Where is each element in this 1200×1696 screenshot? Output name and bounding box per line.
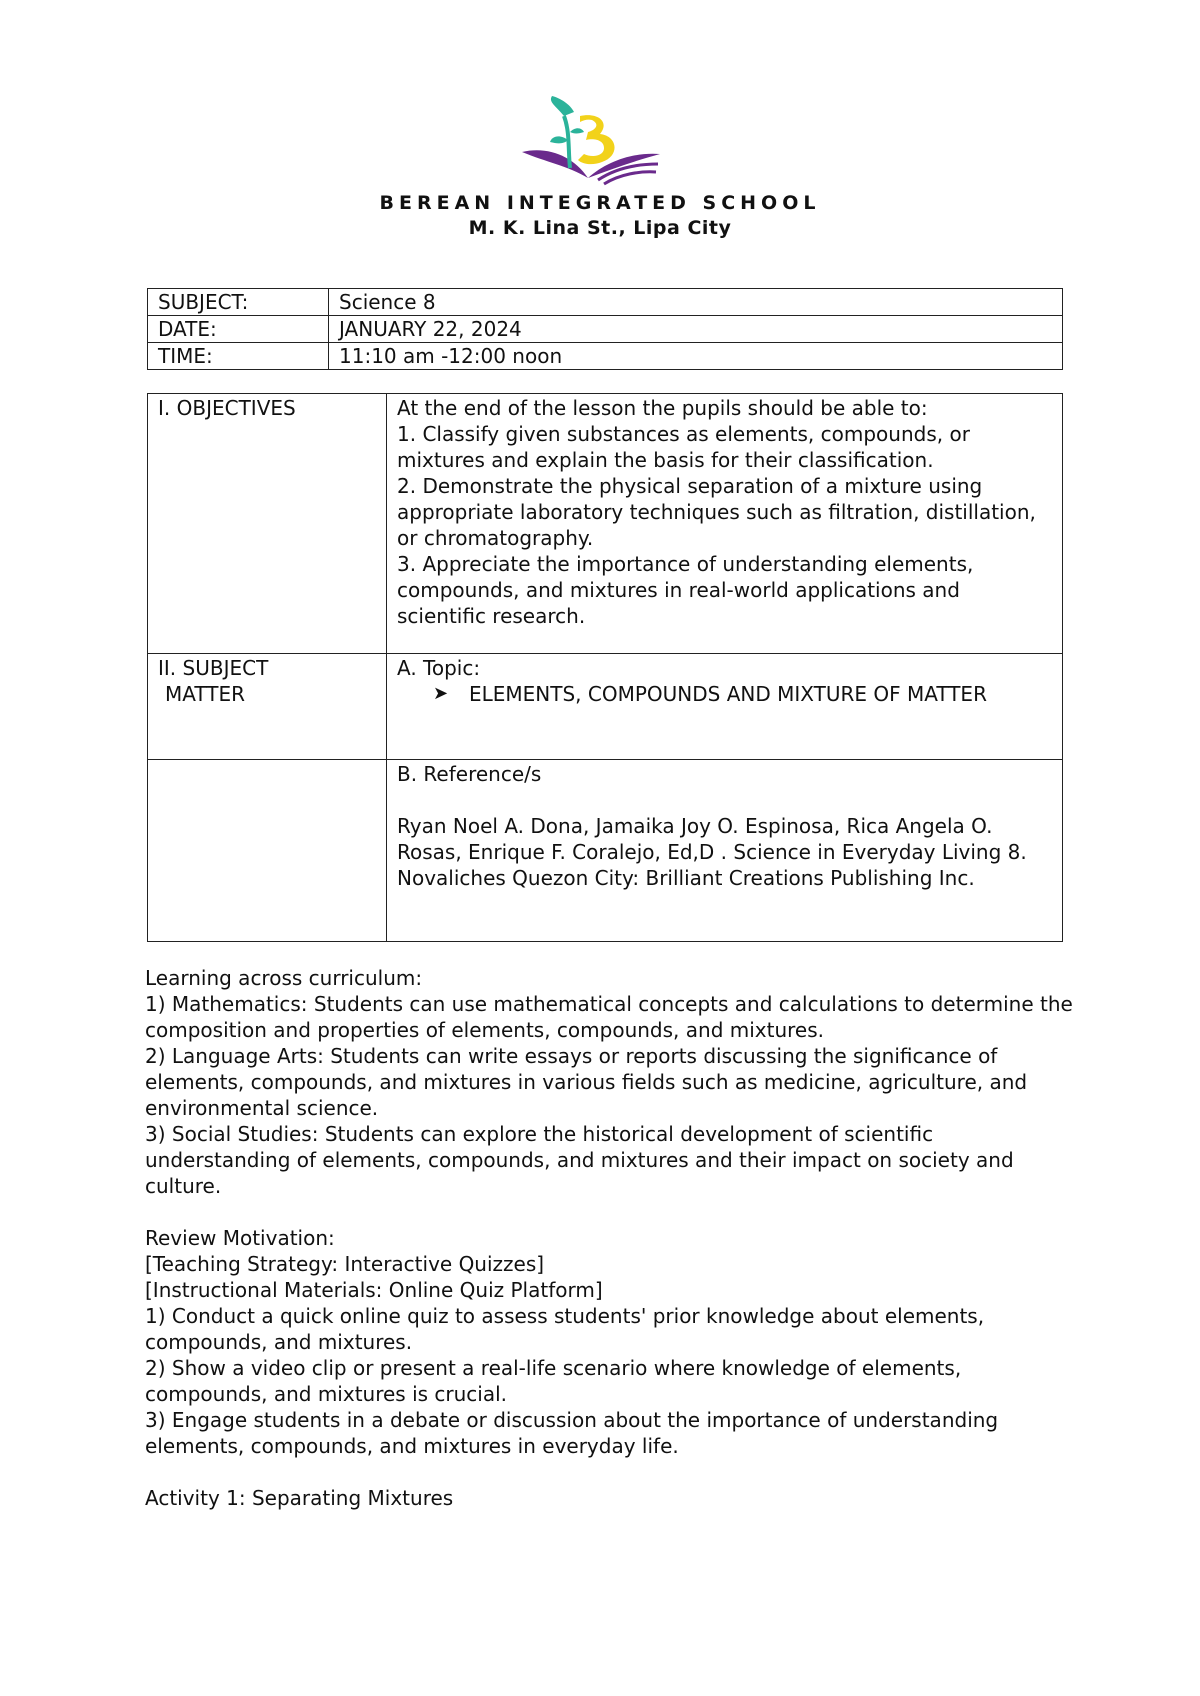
objectives-label: I. OBJECTIVES bbox=[148, 394, 387, 654]
learning-item: 2) Language Arts: Students can write essays or reports discussing the significance of elements, compounds, and mixtures in various fields such as medicine, agriculture, and environmental science. bbox=[145, 1044, 1028, 1120]
objective-item: 3. Appreciate the importance of understanding elements, compounds, and mixtures in real-world applications and scientific research. bbox=[397, 552, 974, 628]
subject-matter-row bbox=[148, 654, 1063, 760]
activity-title: Activity 1: Separating Mixtures bbox=[145, 1486, 454, 1510]
spacer bbox=[145, 1459, 1075, 1485]
objectives-intro: At the end of the lesson the pupils should be able to: bbox=[397, 396, 928, 420]
info-label: DATE: bbox=[148, 316, 329, 343]
spacer bbox=[397, 787, 1052, 813]
review-item: 2) Show a video clip or present a real-life scenario where knowledge of elements, compounds, and mixtures is crucial. bbox=[145, 1356, 962, 1406]
lesson-plan-table bbox=[147, 393, 1063, 942]
school-name: BEREAN INTEGRATED SCHOOL bbox=[379, 192, 821, 214]
reference-row bbox=[148, 760, 1063, 942]
info-value: JANUARY 22, 2024 bbox=[329, 316, 1063, 343]
reference-label: B. Reference/s bbox=[397, 762, 542, 786]
subject-matter-label-line: II. SUBJECT bbox=[158, 656, 269, 680]
lesson-body bbox=[145, 965, 1075, 1511]
topic-cell bbox=[387, 654, 1063, 760]
objectives-cell bbox=[387, 394, 1063, 654]
subject-matter-label-line: MATTER bbox=[165, 682, 245, 706]
objective-item: 1. Classify given substances as elements, compounds, or mixtures and explain the basis for their classification. bbox=[397, 422, 970, 472]
info-row-date bbox=[148, 316, 1063, 343]
school-address: M. K. Lina St., Lipa City bbox=[468, 217, 732, 239]
info-value: 11:10 am -12:00 noon bbox=[329, 343, 1063, 370]
review-item: 3) Engage students in a debate or discussion about the importance of understanding elements, compounds, and mixtures in everyday life. bbox=[145, 1408, 999, 1458]
lesson-info-table bbox=[147, 288, 1063, 370]
learning-item: 1) Mathematics: Students can use mathematical concepts and calculations to determine the composition and properties of elements, compounds, and mixtures. bbox=[145, 992, 1073, 1042]
info-row-time bbox=[148, 343, 1063, 370]
reference-cell bbox=[387, 760, 1063, 942]
spacer bbox=[145, 1199, 1075, 1225]
review-item: 1) Conduct a quick online quiz to assess students' prior knowledge about elements, compounds, and mixtures. bbox=[145, 1304, 985, 1354]
learning-item: 3) Social Studies: Students can explore the historical development of scientific understanding of elements, compounds, and mixtures and their impact on society and culture. bbox=[145, 1122, 1014, 1198]
review-strategy: [Teaching Strategy: Interactive Quizzes] bbox=[145, 1252, 545, 1276]
topic-item bbox=[397, 681, 1052, 707]
info-value: Science 8 bbox=[329, 289, 1063, 316]
topic-text: ELEMENTS, COMPOUNDS AND MIXTURE OF MATTER bbox=[469, 682, 987, 706]
subject-matter-label bbox=[148, 654, 387, 760]
review-heading: Review Motivation: bbox=[145, 1226, 335, 1250]
topic-label: A. Topic: bbox=[397, 656, 481, 680]
info-label: TIME: bbox=[148, 343, 329, 370]
arrow-right-icon: ➤ bbox=[433, 683, 449, 704]
school-logo-icon bbox=[518, 94, 664, 188]
objective-item: 2. Demonstrate the physical separation of a mixture using appropriate laboratory techniques such as filtration, distillation, or chromatography. bbox=[397, 474, 1036, 550]
info-row-subject bbox=[148, 289, 1063, 316]
objectives-row bbox=[148, 394, 1063, 654]
review-materials: [Instructional Materials: Online Quiz Platform] bbox=[145, 1278, 603, 1302]
empty-cell bbox=[148, 760, 387, 942]
reference-text: Ryan Noel A. Dona, Jamaika Joy O. Espinosa, Rica Angela O. Rosas, Enrique F. Coralejo, Ed,D . Science in Everyday Living 8. Novaliches Quezon City: Brilliant Creations Publishing Inc. bbox=[397, 814, 1027, 890]
info-label: SUBJECT: bbox=[148, 289, 329, 316]
learning-across-heading: Learning across curriculum: bbox=[145, 966, 423, 990]
